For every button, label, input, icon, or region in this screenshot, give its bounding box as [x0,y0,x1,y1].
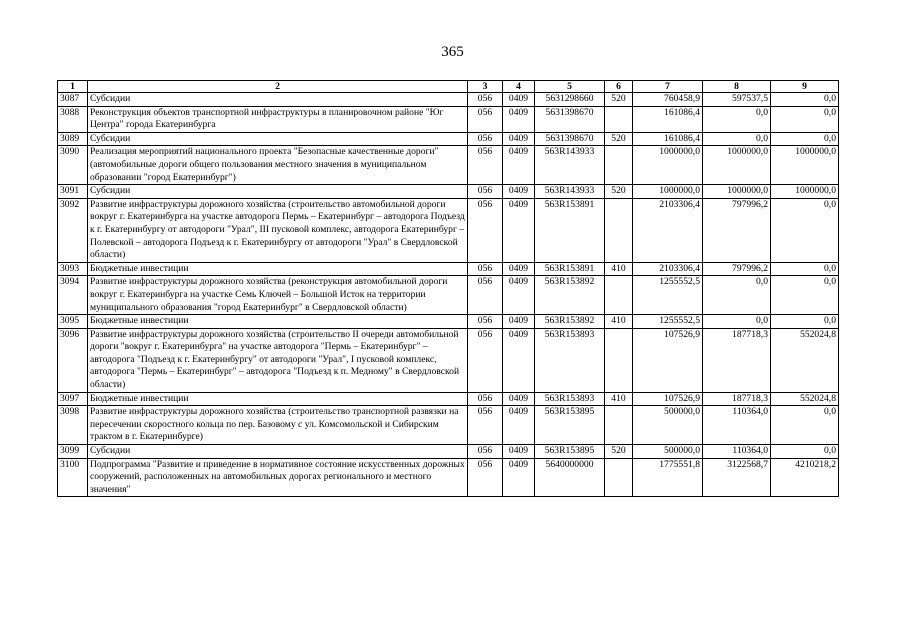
row-name: Реализация мероприятий национального проекта "Безопасные качественные дороги" (автомобильные дороги общего пользования местного значения в муниципальном образовании "город Екатеринбург") [88,146,468,185]
row-code-3: 056 [468,445,503,459]
row-code-3: 056 [468,458,503,497]
table-header-row [58,81,839,93]
row-value-8: 3122568,7 [703,458,771,497]
table-row [58,106,839,132]
row-code-6: 410 [605,315,633,329]
row-code-6: 520 [605,185,633,199]
page-number: 365 [441,44,464,60]
row-code-4: 0409 [503,276,535,315]
row-code-4: 0409 [503,185,535,199]
row-code-4: 0409 [503,392,535,406]
row-value-7: 107526,9 [633,328,703,392]
row-name: Бюджетные инвестиции [88,315,468,329]
row-code-5: 563R143933 [535,185,605,199]
row-value-7: 2103306,4 [633,198,703,262]
table-row [58,328,839,392]
row-value-9: 552024,8 [771,392,839,406]
row-value-8: 1000000,0 [703,146,771,185]
row-value-9: 0,0 [771,276,839,315]
row-id: 3089 [58,132,88,146]
row-value-7: 1255552,5 [633,276,703,315]
row-name: Субсидии [88,93,468,107]
table-row [58,315,839,329]
row-code-3: 056 [468,146,503,185]
row-code-4: 0409 [503,132,535,146]
row-code-3: 056 [468,328,503,392]
row-value-9: 0,0 [771,262,839,276]
row-value-8: 187718,3 [703,328,771,392]
row-value-8: 797996,2 [703,198,771,262]
row-code-6 [605,106,633,132]
row-code-3: 056 [468,132,503,146]
row-code-3: 056 [468,315,503,329]
row-code-5: 563R153895 [535,406,605,445]
row-name: Бюджетные инвестиции [88,392,468,406]
row-code-5: 5631398670 [535,106,605,132]
row-value-8: 0,0 [703,315,771,329]
budget-table [57,80,839,497]
header-cell: 8 [703,81,771,93]
table-row [58,262,839,276]
row-value-7: 500000,0 [633,445,703,459]
row-name: Развитие инфраструктуры дорожного хозяйства (строительство автомобильной дороги вокруг г. Екатеринбурга на участке автодорога Пермь – Екатеринбург – автодорога Подъезд к г. Екатеринбургу от автодороги "Урал", III пусковой комплекс, автодорога Екатеринбург – Полевской – автодорога Подъезд к г. Екатеринбургу от автодороги "Урал" в Свердловской области) [88,198,468,262]
row-code-5: 563R143933 [535,146,605,185]
row-value-9: 1000000,0 [771,185,839,199]
table-row [58,392,839,406]
row-code-6 [605,276,633,315]
row-code-3: 056 [468,198,503,262]
row-value-9: 552024,8 [771,328,839,392]
row-value-7: 1000000,0 [633,146,703,185]
row-id: 3100 [58,458,88,497]
row-name: Субсидии [88,185,468,199]
row-id: 3093 [58,262,88,276]
row-id: 3096 [58,328,88,392]
table-row [58,276,839,315]
row-id: 3095 [58,315,88,329]
row-value-7: 161086,4 [633,106,703,132]
header-cell: 5 [535,81,605,93]
table-row [58,146,839,185]
row-code-4: 0409 [503,146,535,185]
row-name: Подпрограмма "Развитие и приведение в нормативное состояние искусственных дорожных сооружений, расположенных на автомобильных дорогах регионального и местного значения" [88,458,468,497]
row-value-9: 0,0 [771,106,839,132]
row-code-6 [605,328,633,392]
row-name: Развитие инфраструктуры дорожного хозяйства (строительство транспортной развязки на пересечении скоростного кольца по пер. Базовому с ул. Комсомольской и Сибирским трактом в г. Екатеринбурге) [88,406,468,445]
row-value-9: 4210218,2 [771,458,839,497]
row-value-8: 797996,2 [703,262,771,276]
row-name: Субсидии [88,132,468,146]
row-value-7: 1000000,0 [633,185,703,199]
row-id: 3090 [58,146,88,185]
header-cell: 7 [633,81,703,93]
header-cell: 3 [468,81,503,93]
row-code-4: 0409 [503,315,535,329]
row-id: 3098 [58,406,88,445]
table-row [58,458,839,497]
row-code-6: 520 [605,445,633,459]
row-value-9: 0,0 [771,445,839,459]
row-code-6: 410 [605,262,633,276]
row-value-8: 0,0 [703,106,771,132]
row-code-5: 5640000000 [535,458,605,497]
row-code-4: 0409 [503,262,535,276]
row-value-8: 597537,5 [703,93,771,107]
row-code-5: 563R153895 [535,445,605,459]
row-code-3: 056 [468,276,503,315]
row-value-9: 1000000,0 [771,146,839,185]
row-code-6 [605,458,633,497]
row-value-9: 0,0 [771,315,839,329]
header-cell: 6 [605,81,633,93]
row-code-4: 0409 [503,198,535,262]
row-code-6: 520 [605,132,633,146]
row-code-3: 056 [468,392,503,406]
row-code-5: 563R153893 [535,328,605,392]
table-row [58,93,839,107]
row-code-5: 563R153893 [535,392,605,406]
row-value-7: 760458,9 [633,93,703,107]
header-cell: 9 [771,81,839,93]
row-code-4: 0409 [503,458,535,497]
row-id: 3087 [58,93,88,107]
row-code-4: 0409 [503,406,535,445]
row-code-4: 0409 [503,445,535,459]
row-id: 3091 [58,185,88,199]
row-code-5: 5631398670 [535,132,605,146]
row-code-4: 0409 [503,93,535,107]
table-row [58,445,839,459]
row-code-3: 056 [468,262,503,276]
row-code-5: 563R153891 [535,262,605,276]
header-cell: 2 [88,81,468,93]
row-id: 3094 [58,276,88,315]
row-value-7: 161086,4 [633,132,703,146]
row-code-4: 0409 [503,106,535,132]
row-id: 3097 [58,392,88,406]
row-code-3: 056 [468,93,503,107]
row-value-9: 0,0 [771,198,839,262]
row-value-9: 0,0 [771,406,839,445]
row-id: 3088 [58,106,88,132]
row-name: Реконструкция объектов транспортной инфраструктуры в планировочном районе "Юг Центра" города Екатеринбурга [88,106,468,132]
table-row [58,132,839,146]
header-cell: 4 [503,81,535,93]
row-id: 3099 [58,445,88,459]
row-code-6 [605,146,633,185]
row-value-7: 500000,0 [633,406,703,445]
row-name: Развитие инфраструктуры дорожного хозяйства (строительство II очереди автомобильной дороги "вокруг г. Екатеринбурга" на участке автодорога "Пермь – Екатеринбург" – автодорога "Подъезд к г. Екатеринбургу" от автодороги "Урал", I пусковой комплекс, автодорога "Пермь – Екатеринбург" – автодорога "Подъезд к п. Медному" в Свердловской области) [88,328,468,392]
row-code-6: 410 [605,392,633,406]
table-row [58,185,839,199]
row-code-5: 563R153892 [535,276,605,315]
row-id: 3092 [58,198,88,262]
table-row [58,406,839,445]
row-value-9: 0,0 [771,93,839,107]
table-row [58,198,839,262]
row-value-8: 187718,3 [703,392,771,406]
row-name: Бюджетные инвестиции [88,262,468,276]
row-code-6 [605,198,633,262]
row-value-8: 0,0 [703,276,771,315]
row-value-7: 1775551,8 [633,458,703,497]
row-value-8: 110364,0 [703,406,771,445]
row-code-3: 056 [468,106,503,132]
row-code-6 [605,406,633,445]
row-value-8: 0,0 [703,132,771,146]
row-value-9: 0,0 [771,132,839,146]
row-code-5: 563R153891 [535,198,605,262]
row-code-3: 056 [468,406,503,445]
row-value-8: 110364,0 [703,445,771,459]
row-name: Развитие инфраструктуры дорожного хозяйства (реконструкция автомобильной дороги вокруг г. Екатеринбурга на участке Семь Ключей – Большой Исток на территории муниципального образования "город Екатеринбург" в Свердловской области) [88,276,468,315]
row-value-7: 1255552,5 [633,315,703,329]
row-code-5: 563R153892 [535,315,605,329]
row-name: Субсидии [88,445,468,459]
header-cell: 1 [58,81,88,93]
row-code-6: 520 [605,93,633,107]
row-code-5: 5631298660 [535,93,605,107]
row-value-8: 1000000,0 [703,185,771,199]
row-code-3: 056 [468,185,503,199]
row-value-7: 2103306,4 [633,262,703,276]
row-code-4: 0409 [503,328,535,392]
row-value-7: 107526,9 [633,392,703,406]
